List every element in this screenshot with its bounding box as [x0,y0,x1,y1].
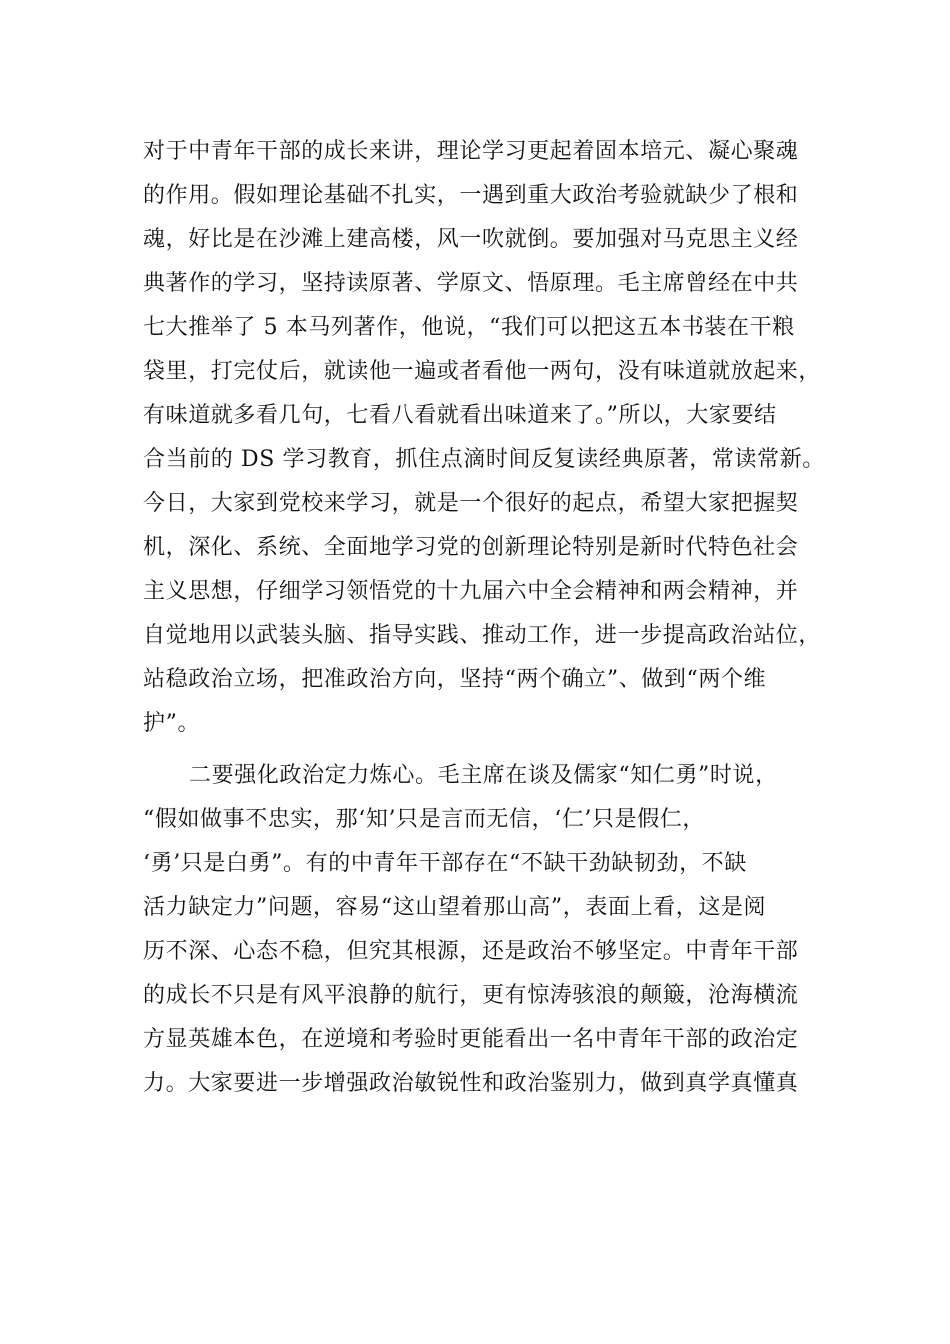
paragraph-1-line: 今日，大家到党校来学习，就是一个很好的起点，希望大家把握契 [143,491,799,516]
paragraph-2-line: 方显英雄本色，在逆境和考验时更能看出一名中青年干部的政治定 [143,1027,799,1052]
paragraph-2-line: 的成长不只是有风平浪静的航行，更有惊涛骇浪的颠簸，沧海横流 [143,983,799,1008]
paragraph-1-line: 袋里，打完仗后，就读他一遍或者看他一两句，没有味道就放起来， [143,359,822,384]
paragraph-2-line: 活力缺定力”问题，容易“这山望着那山高”，表面上看，这是阅 [143,895,767,920]
paragraph-1-line: 有味道就多看几句，七看八看就看出味道来了。”所以，大家要结 [143,403,777,428]
paragraph-1-line: 主义思想，仔细学习领悟党的十九届六中全会精神和两会精神，并 [143,579,799,604]
document-body [143,130,843,1106]
paragraph-2 [143,754,843,1106]
paragraph-2-line: “假如做事不忠实，那‘知’只是言而无信，‘仁’只是假仁， [143,807,706,832]
paragraph-1-line: 机，深化、系统、全面地学习党的创新理论特别是新时代特色社会 [143,535,799,560]
paragraph-1-line: 站稳政治立场，把准政治方向，坚持“两个确立”、做到“两个维 [143,667,767,692]
paragraph-1-line: 护”。 [143,711,201,736]
paragraph-1 [143,130,843,746]
paragraph-1-line: 魂，好比是在沙滩上建高楼，风一吹就倒。要加强对马克思主义经 [143,227,799,252]
paragraph-2-first-line: 二要强化政治定力炼心。毛主席在谈及儒家“知仁勇”时说， [189,763,778,788]
paragraph-1-line: 对于中青年干部的成长来讲，理论学习更起着固本培元、凝心聚魂 [143,139,799,164]
paragraph-2-line: ‘勇’只是白勇”。有的中青年干部存在“不缺干劲缺韧劲，不缺 [143,851,747,876]
paragraph-1-line: 合当前的 DS 学习教育，抓住点滴时间反复读经典原著，常读常新。 [143,447,825,472]
paragraph-1-line: 典著作的学习，坚持读原著、学原文、悟原理。毛主席曾经在中共 [143,271,799,296]
paragraph-2-line: 力。大家要进一步增强政治敏锐性和政治鉴别力，做到真学真懂真 [143,1071,799,1096]
paragraph-spacer [143,746,843,754]
paragraph-1-line: 自觉地用以武装头脑、指导实践、推动工作，进一步提高政治站位， [143,623,822,648]
paragraph-2-line: 历不深、心态不稳，但究其根源，还是政治不够坚定。中青年干部 [143,939,799,964]
paragraph-1-line: 七大推举了 5 本马列著作，他说，“我们可以把这五本书装在干粮 [143,315,795,340]
paragraph-1-line: 的作用。假如理论基础不扎实，一遇到重大政治考验就缺少了根和 [143,183,799,208]
